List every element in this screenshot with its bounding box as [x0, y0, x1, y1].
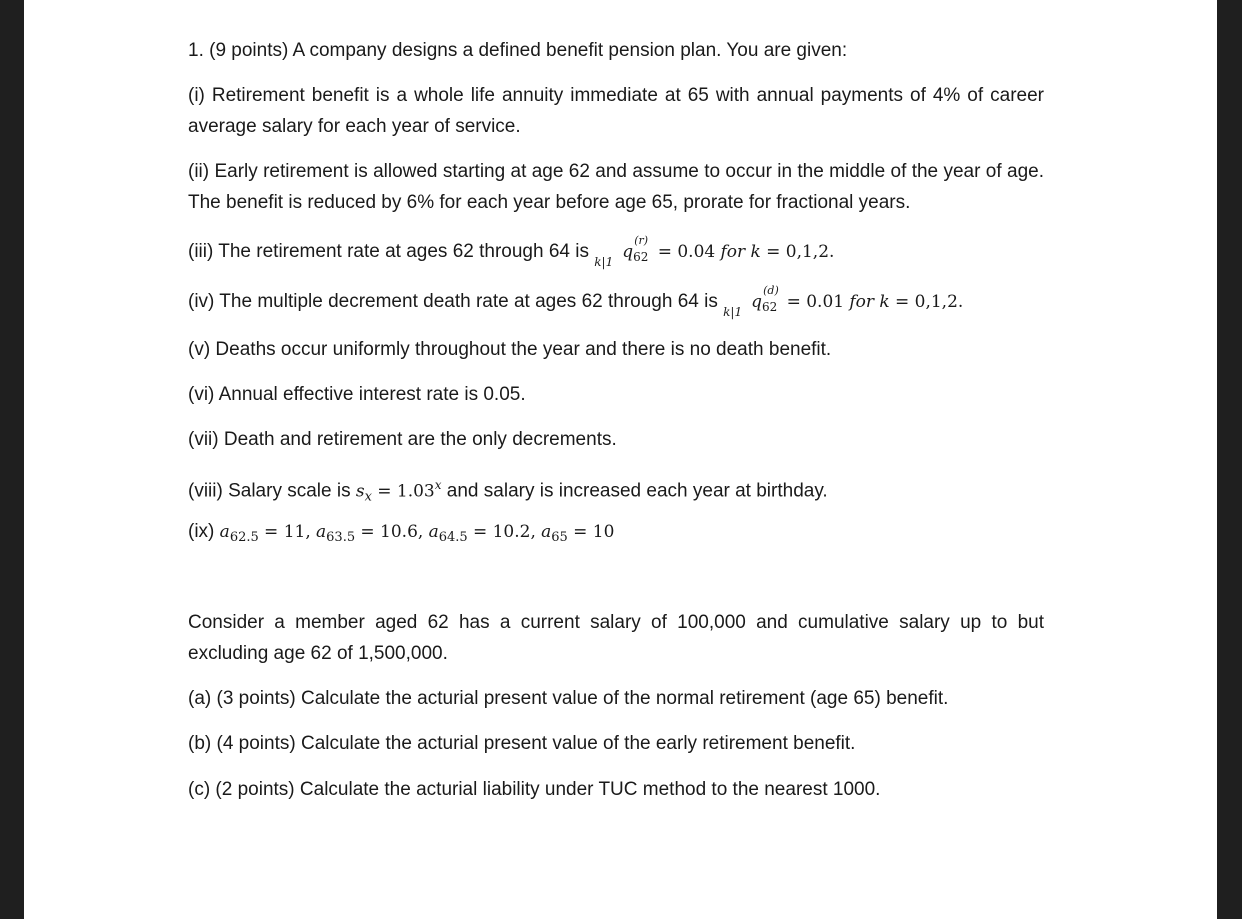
item-v: (v) Deaths occur uniformly throughout the year and there is no death benefit. — [188, 339, 832, 360]
item-iv-text: (iv) The multiple decrement death rate at ages 62 through 64 is — [188, 291, 718, 312]
problem-intro: 1. (9 points) A company designs a defined benefit pension plan. You are given: — [188, 40, 848, 61]
item-ix: (ix) $a_{62.5} = 11$, $a_{63.5} = 10.6$, $a_{64.5} = 10.2$, $a_{65} = 10$ — [188, 521, 615, 545]
item-i: (i) Retirement benefit is a whole life annuity immediate at 65 with annual payments of 4% of career average salary for each year of service. — [188, 85, 1044, 137]
item-vii: (vii) Death and retirement are the only decrements. — [188, 429, 617, 450]
item-vi: (vi) Annual effective interest rate is 0.05. — [188, 384, 526, 405]
item-iii-text: (iii) The retirement rate at ages 62 through 64 is — [188, 241, 589, 262]
item-iii: (iii) The retirement rate at ages 62 through 64 is k|1 $q_{62}$ (r) = 0.04 for k = 0,1,2. — [188, 236, 1044, 273]
item-iv: (iv) The multiple decrement death rate at ages 62 through 64 is k|1 $q_{62}$ (d) = 0.01 for k = 0,1,2. — [188, 286, 1044, 323]
part-c: (c) (2 points) Calculate the acturial liability under TUC method to the nearest 1000. — [188, 779, 881, 800]
item-ii: (ii) Early retirement is allowed starting at age 62 and assume to occur in the middle of the year of age. The benefit is reduced by 6% for each year before age 65, prorate for fractional years. — [188, 161, 1044, 213]
consider-paragraph: Consider a member aged 62 has a current salary of 100,000 and cumulative salary up to but excluding age 62 of 1,500,000. — [188, 612, 1044, 664]
part-b: (b) (4 points) Calculate the acturial present value of the early retirement benefit. — [188, 733, 856, 754]
document-page — [24, 0, 1217, 919]
item-iii-formula: k|1 $q_{62}$ (r) — [594, 234, 649, 269]
part-a: (a) (3 points) Calculate the acturial present value of the normal retirement (age 65) benefit. — [188, 688, 949, 709]
item-viii: (viii) Salary scale is $s_x = 1.03^x$ and salary is increased each year at birthday. — [188, 478, 828, 505]
item-iv-formula: k|1 $q_{62}$ (d) — [723, 284, 779, 319]
